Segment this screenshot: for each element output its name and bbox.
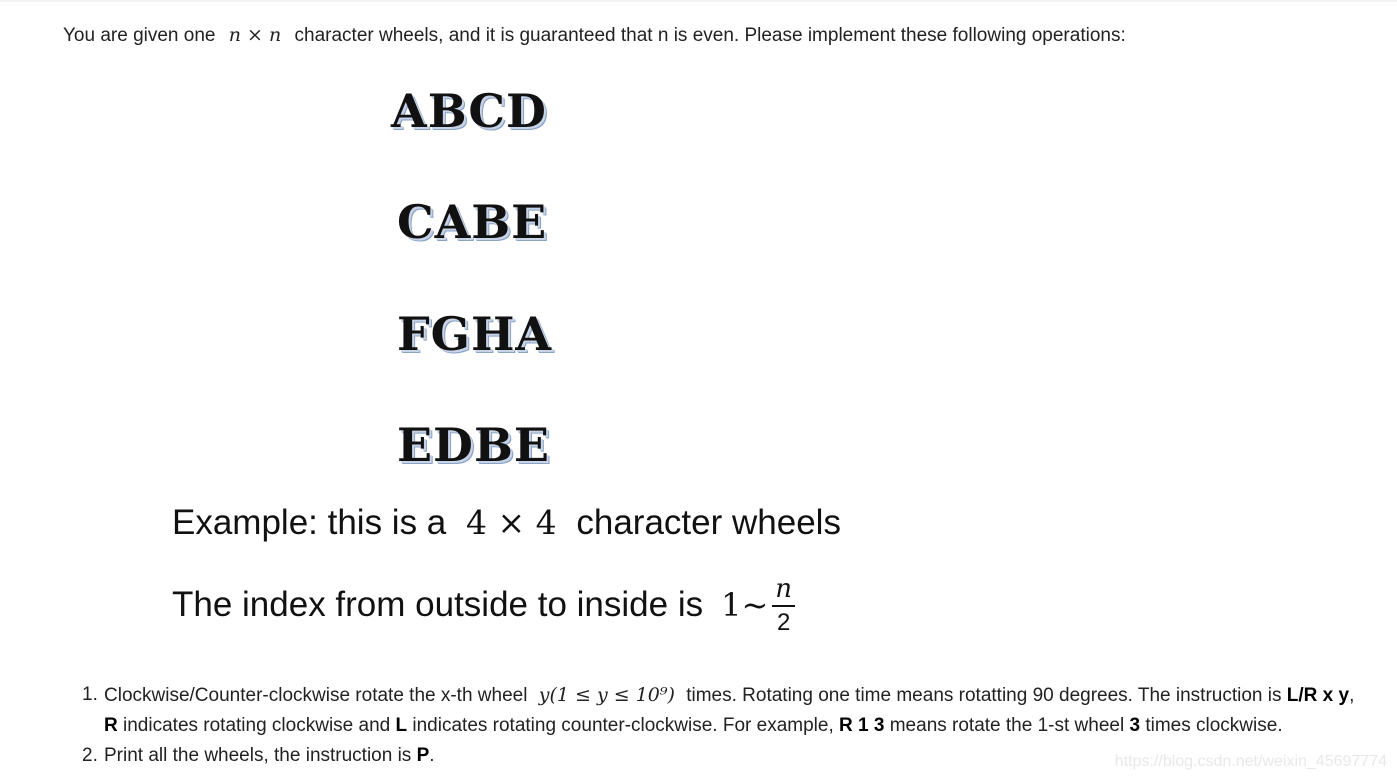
index-start: 1 [721,586,742,624]
index-caption [172,575,795,635]
op1-text-7: times clockwise. [1145,715,1283,736]
op1-bold-count: 3 [1129,715,1141,736]
watermark: https://blog.csdn.net/weixin_45697774 [1114,753,1387,770]
op2-bold-p: P [416,745,430,766]
op1-text-6: means rotate the 1-st wheel [889,715,1125,736]
op2-text-1: Print all the wheels, the instruction is [104,745,412,766]
op2-text-2: . [429,745,435,766]
intro-text-after: character wheels, and it is guaranteed that n is even. Please implement these following operations: [294,25,1126,46]
example-text-after: character wheels [576,503,841,542]
wheel-row-1: ABCD [391,84,547,138]
list-item [82,680,1372,741]
fraction-numerator: n [772,576,795,607]
index-expression [721,575,795,635]
op1-text-2: times. Rotating one time means rotatting 90 degrees. The instruction is [686,685,1282,706]
index-tilde: ~ [741,586,769,624]
op1-text-5: indicates rotating counter-clockwise. For example, [412,715,834,736]
op1-bold-example: R 1 3 [839,715,885,736]
fraction-denominator: 2 [776,608,791,636]
op1-text-1: Clockwise/Counter-clockwise rotate the x-th wheel [104,685,528,706]
intro-text-before: You are given one [63,25,216,46]
top-divider [0,0,1397,2]
op1-bold-l: L [395,715,408,736]
list-number: 1. [82,684,98,705]
index-fraction [772,573,795,636]
wheel-row-3: FGHA [397,307,553,361]
intro-math-n-by-n: n × n [228,24,282,46]
op1-text-3: , [1349,685,1355,706]
op1-math-range: y(1 ≤ y ≤ 10⁹) [538,684,675,706]
op1-bold-r: R [104,715,118,736]
example-caption [172,500,841,546]
example-text-before: Example: this is a [172,503,447,542]
wheel-row-2: CABE [397,195,548,249]
op1-bold-instruction: L/R x y [1286,685,1350,706]
index-text: The index from outside to inside is [172,585,704,624]
example-math: 4 × 4 [466,503,557,542]
wheel-row-4: EDBE [397,418,550,472]
op1-text-4: indicates rotating clockwise and [123,715,391,736]
list-number: 2. [82,745,98,766]
intro-paragraph [63,22,1126,49]
